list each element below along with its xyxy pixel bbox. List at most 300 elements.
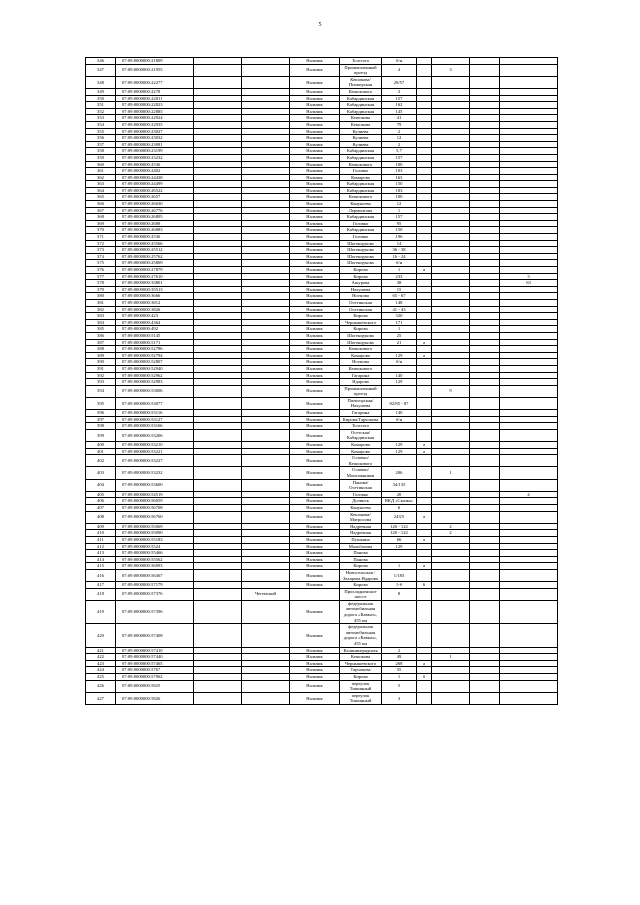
cadastral-number: 07:09:0000000:23027 xyxy=(116,128,194,135)
house-cell: 41 xyxy=(382,115,417,122)
city-cell: Нальчик xyxy=(290,194,340,201)
building-cell xyxy=(432,154,470,161)
district-cell xyxy=(242,194,290,201)
building-cell xyxy=(432,455,470,467)
building-cell xyxy=(432,550,470,557)
street-cell: Кулиева xyxy=(340,135,382,142)
empty-cell xyxy=(194,416,242,423)
city-cell: Нальчик xyxy=(290,448,340,455)
table-row xyxy=(86,385,558,397)
row-number: 389 xyxy=(86,352,116,359)
apartment-cell xyxy=(500,214,558,221)
row-number: 398 xyxy=(86,423,116,430)
letter-cell: а xyxy=(417,511,432,523)
house-cell: 129 xyxy=(382,442,417,449)
building-cell xyxy=(432,359,470,366)
row-number: 359 xyxy=(86,154,116,161)
empty-cell xyxy=(194,429,242,441)
letter-cell xyxy=(417,207,432,214)
city-cell: Нальчик xyxy=(290,273,340,280)
letter-cell xyxy=(417,76,432,88)
district-cell xyxy=(242,58,290,65)
row-number: 368 xyxy=(86,214,116,221)
empty-cell xyxy=(194,64,242,76)
street-cell: Кабардинская xyxy=(340,108,382,115)
district-cell: Чегемский xyxy=(242,588,290,600)
table-row xyxy=(86,346,558,353)
extra-cell xyxy=(470,253,500,260)
apartment-cell xyxy=(500,299,558,306)
building-cell xyxy=(432,339,470,346)
page-number: 5 xyxy=(318,22,322,28)
row-number: 418 xyxy=(86,588,116,600)
row-number: 375 xyxy=(86,260,116,267)
city-cell: Нальчик xyxy=(290,115,340,122)
letter-cell xyxy=(417,128,432,135)
apartment-cell xyxy=(500,523,558,530)
street-cell: Панова xyxy=(340,550,382,557)
letter-cell xyxy=(417,135,432,142)
street-cell: Головко xyxy=(340,220,382,227)
street-cell: Кулиева xyxy=(340,128,382,135)
extra-cell xyxy=(470,416,500,423)
row-number: 427 xyxy=(86,692,116,704)
letter-cell xyxy=(417,220,432,227)
house-cell: б/н xyxy=(382,359,417,366)
city-cell: Нальчик xyxy=(290,161,340,168)
cadastral-number: 07:09:0000000:53166 xyxy=(116,423,194,430)
apartment-cell xyxy=(500,141,558,148)
extra-cell xyxy=(470,569,500,581)
table-row xyxy=(86,181,558,188)
district-cell xyxy=(242,273,290,280)
empty-cell xyxy=(194,234,242,241)
city-cell: Нальчик xyxy=(290,654,340,661)
house-cell: 157 xyxy=(382,214,417,221)
row-number: 417 xyxy=(86,582,116,589)
extra-cell xyxy=(470,448,500,455)
letter-cell: а xyxy=(417,442,432,449)
house-cell: ВКД «Сказка» xyxy=(382,498,417,505)
house-cell: 206 xyxy=(382,467,417,479)
street-cell: Гагарина xyxy=(340,372,382,379)
street-cell: переулок Тишинный xyxy=(340,692,382,704)
letter-cell: а xyxy=(417,448,432,455)
street-cell: Ашурова xyxy=(340,280,382,287)
street-cell: Кабардинская xyxy=(340,148,382,155)
district-cell xyxy=(242,135,290,142)
city-cell: Нальчик xyxy=(290,660,340,667)
row-number: 422 xyxy=(86,654,116,661)
empty-cell xyxy=(194,674,242,681)
letter-cell: 6 xyxy=(417,582,432,589)
extra-cell xyxy=(470,267,500,274)
apartment-cell: 63 xyxy=(500,280,558,287)
empty-cell xyxy=(194,168,242,175)
extra-cell xyxy=(470,76,500,88)
table-row xyxy=(86,141,558,148)
house-cell: 120 - 122 xyxy=(382,530,417,537)
district-cell xyxy=(242,491,290,498)
extra-cell xyxy=(470,234,500,241)
building-cell xyxy=(432,397,470,409)
cadastral-number: 07:09:0000000:55069 xyxy=(116,523,194,530)
extra-cell xyxy=(470,326,500,333)
cadastral-number: 07:09:0000000:2688 xyxy=(116,220,194,227)
extra-cell xyxy=(470,352,500,359)
house-cell: 12 xyxy=(382,201,417,208)
table-row xyxy=(86,352,558,359)
apartment-cell xyxy=(500,582,558,589)
city-cell: Нальчик xyxy=(290,313,340,320)
street-cell: Кирова xyxy=(340,582,382,589)
apartment-cell xyxy=(500,667,558,674)
house-cell: 150 xyxy=(382,227,417,234)
street-cell: Кабардинская xyxy=(340,102,382,109)
house-cell xyxy=(382,550,417,557)
city-cell: Нальчик xyxy=(290,523,340,530)
cadastral-number: 07:09:0000000:26776 xyxy=(116,207,194,214)
city-cell: Нальчик xyxy=(290,234,340,241)
cadastral-number: 07:09:0000000:21955 xyxy=(116,64,194,76)
row-number: 386 xyxy=(86,332,116,339)
apartment-cell xyxy=(500,234,558,241)
district-cell xyxy=(242,674,290,681)
empty-cell xyxy=(194,423,242,430)
district-cell xyxy=(242,536,290,543)
city-cell: Нальчик xyxy=(290,674,340,681)
apartment-cell xyxy=(500,148,558,155)
building-cell xyxy=(432,174,470,181)
table-row xyxy=(86,76,558,88)
district-cell xyxy=(242,563,290,570)
city-cell: Нальчик xyxy=(290,359,340,366)
row-number: 361 xyxy=(86,168,116,175)
house-cell: 21 xyxy=(382,339,417,346)
table-row xyxy=(86,543,558,550)
apartment-cell xyxy=(500,161,558,168)
apartment-cell xyxy=(500,58,558,65)
city-cell: Нальчик xyxy=(290,187,340,194)
building-cell xyxy=(432,253,470,260)
street-cell: Кабардинская xyxy=(340,154,382,161)
apartment-cell xyxy=(500,260,558,267)
street-cell: Пятигорская/ Нахушева xyxy=(340,397,382,409)
letter-cell xyxy=(417,479,432,491)
building-cell xyxy=(432,346,470,353)
street-cell: Кешокова xyxy=(340,121,382,128)
table-row xyxy=(86,267,558,274)
district-cell xyxy=(242,423,290,430)
cadastral-number: 07:09:0000000:53127 xyxy=(116,416,194,423)
letter-cell xyxy=(417,326,432,333)
table-row xyxy=(86,582,558,589)
city-cell: Нальчик xyxy=(290,352,340,359)
cadastral-table xyxy=(85,57,558,705)
extra-cell xyxy=(470,135,500,142)
cadastral-number: 07:09:0000000:33801 xyxy=(116,280,194,287)
table-row xyxy=(86,624,558,647)
row-number: 416 xyxy=(86,569,116,581)
empty-cell xyxy=(194,352,242,359)
district-cell xyxy=(242,128,290,135)
row-number: 391 xyxy=(86,365,116,372)
district-cell xyxy=(242,64,290,76)
cadastral-number: 07:09:0000000:52786 xyxy=(116,346,194,353)
apartment-cell xyxy=(500,429,558,441)
apartment-cell xyxy=(500,339,558,346)
extra-cell xyxy=(470,365,500,372)
cadastral-number: 07:09:0000000:22935 xyxy=(116,121,194,128)
extra-cell xyxy=(470,220,500,227)
letter-cell xyxy=(417,600,432,623)
apartment-cell xyxy=(500,253,558,260)
table-row xyxy=(86,207,558,214)
table-row xyxy=(86,201,558,208)
cadastral-number: 07:09:0000000:5171 xyxy=(116,339,194,346)
house-cell: 1 xyxy=(382,207,417,214)
apartment-cell xyxy=(500,504,558,511)
row-number: 396 xyxy=(86,410,116,417)
building-cell xyxy=(432,511,470,523)
letter-cell xyxy=(417,654,432,661)
district-cell xyxy=(242,680,290,692)
empty-cell xyxy=(194,359,242,366)
building-cell xyxy=(432,187,470,194)
row-number: 400 xyxy=(86,442,116,449)
street-cell: Толстого xyxy=(340,58,382,65)
table-row xyxy=(86,174,558,181)
letter-cell xyxy=(417,201,432,208)
city-cell: Нальчик xyxy=(290,429,340,441)
extra-cell xyxy=(470,201,500,208)
street-cell: переулок Тишинный xyxy=(340,680,382,692)
apartment-cell xyxy=(500,692,558,704)
district-cell xyxy=(242,523,290,530)
street-cell: Кешокова/ Матросова xyxy=(340,511,382,523)
empty-cell xyxy=(194,504,242,511)
table-row xyxy=(86,365,558,372)
city-cell: Нальчик xyxy=(290,88,340,95)
extra-cell xyxy=(470,543,500,550)
table-row xyxy=(86,121,558,128)
apartment-cell xyxy=(500,201,558,208)
house-cell: 129 xyxy=(382,379,417,386)
letter-cell xyxy=(417,379,432,386)
apartment-cell xyxy=(500,293,558,300)
table-row xyxy=(86,680,558,692)
district-cell xyxy=(242,168,290,175)
empty-cell xyxy=(194,135,242,142)
city-cell: Нальчик xyxy=(290,385,340,397)
city-cell: Нальчик xyxy=(290,267,340,274)
apartment-cell xyxy=(500,410,558,417)
empty-cell xyxy=(194,667,242,674)
letter-cell xyxy=(417,692,432,704)
extra-cell xyxy=(470,102,500,109)
building-cell xyxy=(432,543,470,550)
extra-cell xyxy=(470,654,500,661)
extra-cell xyxy=(470,121,500,128)
extra-cell xyxy=(470,674,500,681)
building-cell xyxy=(432,416,470,423)
table-row xyxy=(86,286,558,293)
cadastral-number: 07:09:0000000:23081 xyxy=(116,141,194,148)
district-cell xyxy=(242,569,290,581)
letter-cell xyxy=(417,624,432,647)
extra-cell xyxy=(470,442,500,449)
apartment-cell xyxy=(500,352,558,359)
apartment-cell xyxy=(500,154,558,161)
letter-cell xyxy=(417,273,432,280)
street-cell: Кирова xyxy=(340,267,382,274)
row-number: 370 xyxy=(86,227,116,234)
building-cell xyxy=(432,141,470,148)
table-row xyxy=(86,88,558,95)
city-cell: Нальчик xyxy=(290,423,340,430)
building-cell xyxy=(432,423,470,430)
apartment-cell xyxy=(500,207,558,214)
row-number: 372 xyxy=(86,240,116,247)
city-cell: Нальчик xyxy=(290,168,340,175)
empty-cell xyxy=(194,247,242,254)
table-row xyxy=(86,194,558,201)
empty-cell xyxy=(194,569,242,581)
street-cell: Шогенцукова xyxy=(340,332,382,339)
extra-cell xyxy=(470,379,500,386)
house-cell: 1 xyxy=(382,674,417,681)
extra-cell xyxy=(470,161,500,168)
district-cell xyxy=(242,372,290,379)
table-row xyxy=(86,550,558,557)
building-cell xyxy=(432,168,470,175)
building-cell xyxy=(432,491,470,498)
letter-cell xyxy=(417,121,432,128)
letter-cell xyxy=(417,365,432,372)
empty-cell xyxy=(194,692,242,704)
cadastral-number: 07:09:0000000:55562 xyxy=(116,556,194,563)
house-cell: 157 xyxy=(382,154,417,161)
table-row xyxy=(86,416,558,423)
empty-cell xyxy=(194,273,242,280)
row-number: 409 xyxy=(86,523,116,530)
letter-cell xyxy=(417,306,432,313)
row-number: 419 xyxy=(86,600,116,623)
city-cell: Нальчик xyxy=(290,416,340,423)
district-cell xyxy=(242,253,290,260)
street-cell: Тарчокова xyxy=(340,667,382,674)
district-cell xyxy=(242,647,290,654)
empty-cell xyxy=(194,556,242,563)
letter-cell xyxy=(417,102,432,109)
building-cell xyxy=(432,442,470,449)
table-row xyxy=(86,530,558,537)
house-cell: 148 xyxy=(382,299,417,306)
row-number: 374 xyxy=(86,253,116,260)
street-cell: Кешокового xyxy=(340,88,382,95)
apartment-cell xyxy=(500,194,558,201)
letter-cell xyxy=(417,455,432,467)
city-cell: Нальчик xyxy=(290,148,340,155)
apartment-cell xyxy=(500,479,558,491)
street-cell: Комарова xyxy=(340,442,382,449)
empty-cell xyxy=(194,365,242,372)
house-cell: 3 xyxy=(382,692,417,704)
district-cell xyxy=(242,76,290,88)
cadastral-number: 07:09:0000000:5767 xyxy=(116,667,194,674)
table-row xyxy=(86,674,558,681)
house-cell: 14 xyxy=(382,240,417,247)
street-cell: Кабардинская xyxy=(340,181,382,188)
row-number: 351 xyxy=(86,102,116,109)
apartment-cell xyxy=(500,247,558,254)
house-cell xyxy=(382,365,417,372)
letter-cell xyxy=(417,299,432,306)
cadastral-number: 07:09:0000000:57408 xyxy=(116,624,194,647)
extra-cell xyxy=(470,88,500,95)
district-cell xyxy=(242,624,290,647)
cadastral-number: 07:09:0000000:5825 xyxy=(116,680,194,692)
table-row xyxy=(86,442,558,449)
apartment-cell xyxy=(500,674,558,681)
building-cell xyxy=(432,148,470,155)
house-cell: 79 xyxy=(382,121,417,128)
house-cell xyxy=(382,455,417,467)
extra-cell xyxy=(470,588,500,600)
city-cell: Нальчик xyxy=(290,442,340,449)
building-cell xyxy=(432,240,470,247)
table-row xyxy=(86,332,558,339)
district-cell xyxy=(242,692,290,704)
city-cell: Нальчик xyxy=(290,154,340,161)
empty-cell xyxy=(194,214,242,221)
apartment-cell xyxy=(500,660,558,667)
empty-cell xyxy=(194,680,242,692)
cadastral-number: 07:09:0000000:57179 xyxy=(116,582,194,589)
table-row xyxy=(86,479,558,491)
letter-cell xyxy=(417,293,432,300)
building-cell xyxy=(432,299,470,306)
house-cell: 320 xyxy=(382,313,417,320)
city-cell: Нальчик xyxy=(290,511,340,523)
cadastral-number: 07:09:0000000:53077 xyxy=(116,397,194,409)
empty-cell xyxy=(194,299,242,306)
row-number: 410 xyxy=(86,530,116,537)
house-cell: 65 - 67 xyxy=(382,293,417,300)
letter-cell xyxy=(417,88,432,95)
cadastral-number: 07:09:0000000:57410 xyxy=(116,647,194,654)
apartment-cell xyxy=(500,467,558,479)
row-number: 357 xyxy=(86,141,116,148)
district-cell xyxy=(242,326,290,333)
building-cell xyxy=(432,102,470,109)
extra-cell xyxy=(470,550,500,557)
letter-cell xyxy=(417,141,432,148)
extra-cell xyxy=(470,660,500,667)
row-number: 348 xyxy=(86,76,116,88)
building-cell xyxy=(432,372,470,379)
empty-cell xyxy=(194,467,242,479)
street-cell: Кирова xyxy=(340,313,382,320)
row-number: 423 xyxy=(86,660,116,667)
empty-cell xyxy=(194,181,242,188)
street-cell: Панова/ Осетинская xyxy=(340,479,382,491)
house-cell: 1 xyxy=(382,267,417,274)
letter-cell: а xyxy=(417,339,432,346)
apartment-cell xyxy=(500,600,558,623)
row-number: 426 xyxy=(86,680,116,692)
house-cell: 196 xyxy=(382,234,417,241)
